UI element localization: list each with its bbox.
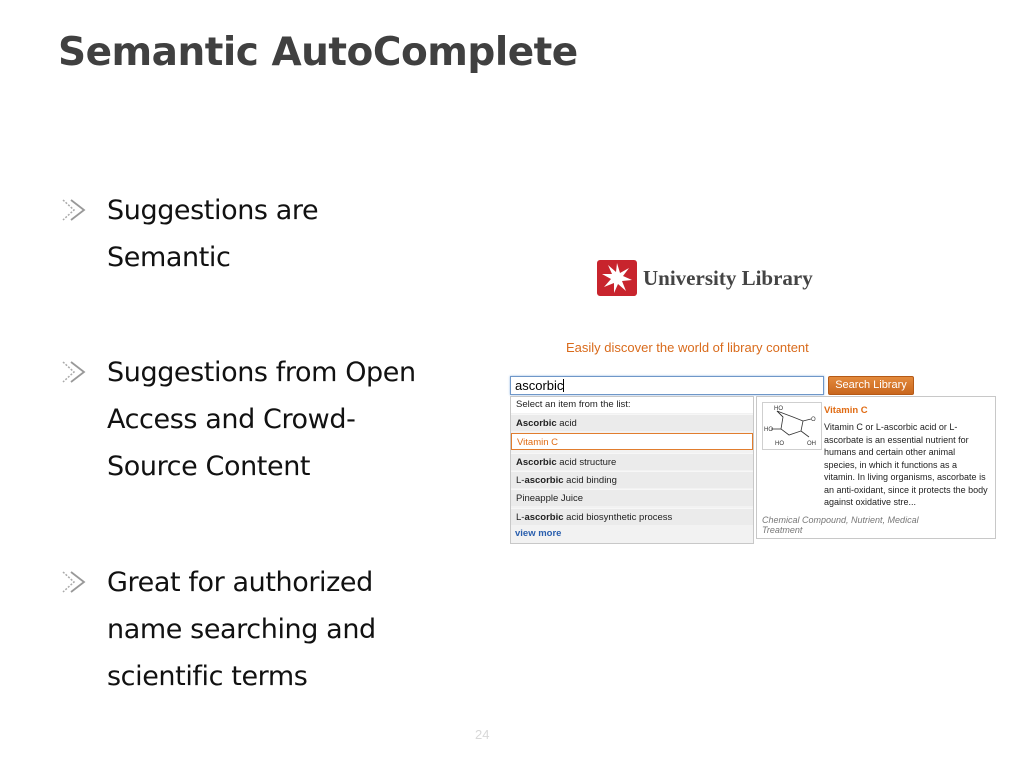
slide-title: Semantic AutoComplete bbox=[58, 30, 578, 75]
svg-text:OH: OH bbox=[807, 441, 816, 447]
chevron-right-icon bbox=[60, 570, 90, 594]
suggestion-item[interactable]: L-ascorbic acid biosynthetic process bbox=[511, 508, 753, 525]
search-input-value: ascorbic bbox=[515, 378, 564, 393]
bullet-text: Suggestions are Semantic bbox=[107, 195, 319, 273]
search-input[interactable] bbox=[510, 376, 824, 395]
suggestion-item-selected[interactable]: Vitamin C bbox=[511, 433, 753, 450]
dropdown-hint: Select an item from the list: bbox=[511, 397, 753, 413]
bullet-semantic bbox=[60, 187, 500, 281]
university-library-logo bbox=[597, 260, 837, 298]
preview-description: Vitamin C or L-ascorbic acid or L-ascorbate is an essential nutrient for humans and certain other animal species, in which it functions as a vitamin. In living organisms, ascorbate is an anti-oxidant, since it protects the body against oxidative stre... bbox=[824, 422, 988, 507]
chemical-structure-image bbox=[762, 402, 822, 450]
suggestion-item[interactable]: Ascorbic acid structure bbox=[511, 453, 753, 470]
svg-text:HO: HO bbox=[764, 427, 773, 433]
chevron-right-icon bbox=[60, 360, 90, 384]
search-library-button[interactable]: Search Library bbox=[828, 376, 914, 395]
autocomplete-dropdown bbox=[510, 396, 754, 544]
bullet-open-access bbox=[60, 349, 500, 490]
preview-title: Vitamin C bbox=[824, 405, 868, 416]
chevron-right-icon bbox=[60, 198, 90, 222]
tagline: Easily discover the world of library content bbox=[566, 340, 809, 355]
svg-text:O: O bbox=[811, 417, 816, 423]
text-caret bbox=[563, 379, 564, 392]
preview-categories: Chemical Compound, Nutrient, Medical Treatment bbox=[762, 515, 919, 535]
star-logo-icon bbox=[597, 260, 637, 296]
svg-text:HO: HO bbox=[774, 406, 783, 412]
suggestion-item[interactable]: L-ascorbic acid binding bbox=[511, 471, 753, 488]
page-number: 24 bbox=[475, 727, 490, 742]
suggestion-item[interactable]: Ascorbic acid bbox=[511, 414, 753, 431]
logo-text: University Library bbox=[643, 266, 813, 290]
bullet-text: Great for authorized name searching and scientific terms bbox=[107, 567, 376, 692]
suggestion-item[interactable]: Pineapple Juice bbox=[511, 489, 753, 506]
svg-text:HO: HO bbox=[775, 441, 784, 447]
bullet-authorized-names bbox=[60, 559, 500, 700]
view-more-link[interactable]: view more bbox=[515, 528, 562, 539]
bullet-text: Suggestions from Open Access and Crowd- Source Content bbox=[107, 357, 416, 482]
preview-panel bbox=[756, 396, 996, 539]
